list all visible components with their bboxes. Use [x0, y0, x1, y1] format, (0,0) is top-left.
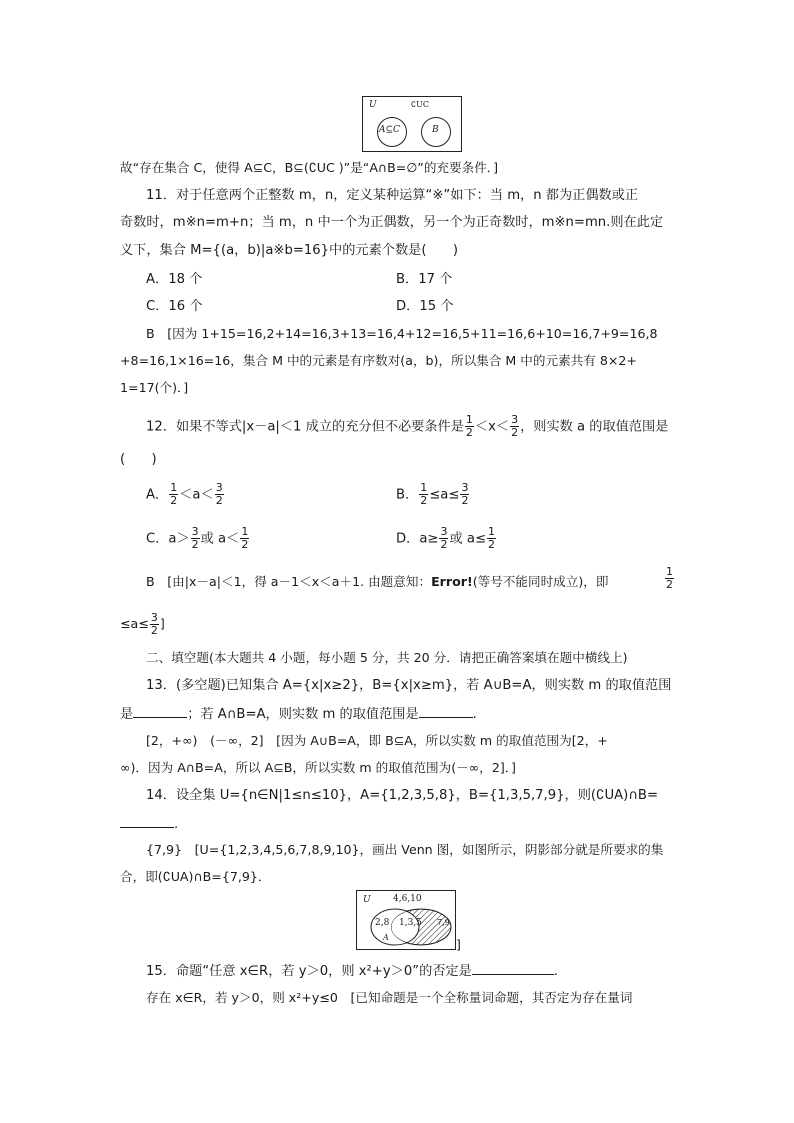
- q12-stem-b: ，则实数 a 的取值范围是: [520, 419, 669, 435]
- blank-field: [120, 813, 174, 828]
- q14-closing-bracket: ]: [456, 937, 461, 952]
- q12-answer-fraction: $\frac{1}{2}$: [666, 565, 673, 591]
- blank-field: [472, 960, 554, 975]
- q13-line1: 13．(多空题)已知集合 A={x|x≥2}，B={x|x≥m}，若 A∪B=A，则实数 m 的取值范围: [146, 678, 672, 693]
- venn1-c-label: ∁UC: [411, 100, 429, 109]
- venn1-circle-a-label: A⊆C: [379, 125, 400, 135]
- error-text: Error!: [431, 574, 473, 589]
- q11-option-b: B．17 个: [396, 272, 453, 287]
- q12-stem-mid: ＜x＜: [474, 419, 510, 435]
- q12-option-b: B． $\frac{1}{2}$ ≤a≤ $\frac{3}{2}$: [396, 481, 469, 507]
- q11-answer-line3: 1=17(个)．]: [120, 380, 189, 395]
- venn1-u-label: U: [369, 100, 377, 110]
- q13-line2: 是 ；若 A∩B=A，则实数 m 的取值范围是 .: [120, 703, 477, 725]
- venn-diagram-2: [356, 890, 456, 950]
- section-2-heading: 二、填空题(本大题共 4 小题，每小题 5 分，共 20 分．请把正确答案填在题中横线上): [146, 650, 628, 665]
- q12-option-c: C．a＞ $\frac{3}{2}$ 或 a＜ $\frac{1}{2}$: [146, 525, 249, 551]
- fraction-three-halves: $\frac{3}{2}$: [511, 413, 519, 439]
- venn2-extra: A: [383, 933, 389, 942]
- venn2-outside: 4,6,10: [393, 894, 422, 904]
- q15-line1: 15．命题“任意 x∈R，若 y＞0，则 x²+y＞0”的否定是 .: [146, 960, 558, 982]
- venn2-u-label: U: [363, 895, 371, 905]
- blank-field: [419, 703, 473, 718]
- q13-answer-line2: ∞)．因为 A∩B=A，所以 A⊆B，所以实数 m 的取值范围为(－∞，2]．]: [120, 760, 516, 775]
- q14-line1: 14．设全集 U={n∈N|1≤n≤10}，A={1,2,3,5,8}，B={1,3,5,7,9}，则(∁UA)∩B=: [146, 788, 659, 803]
- q15-answer-line1: 存在 x∈R，若 y＞0，则 x²+y≤0 [已知命题是一个全称量词命题，其否定为存在量词: [146, 990, 633, 1005]
- q11-line2: 奇数时，m※n=m+n；当 m，n 中一个为正偶数，另一个为正奇数时，m※n=mn.则在此定: [120, 215, 664, 230]
- q12-answer-line1: B [由|x－a|＜1，得 a－1＜x＜a＋1. 由题意知：Error!(等号不能同时成立)，即: [146, 574, 609, 589]
- q12-paren: ( ): [120, 452, 157, 467]
- q11-line3: 义下，集合 M={(a，b)|a※b=16}中的元素个数是( ): [120, 243, 459, 258]
- fraction-half: $\frac{1}{2}$: [465, 413, 473, 439]
- q11-option-c: C．16 个: [146, 299, 203, 314]
- venn2-both: 1,3,5: [399, 918, 422, 928]
- q14-answer-line2: 合，即(∁UA)∩B={7,9}．: [120, 869, 271, 884]
- venn-diagram-1: [362, 96, 462, 152]
- q13-answer-line1: [2，+∞) (－∞，2] [因为 A∪B=A，即 B⊆A，所以实数 m 的取值范围为[2，+: [146, 733, 608, 748]
- venn2-a-only: 2,8: [375, 918, 390, 928]
- venn1-circle-b-label: B: [432, 125, 439, 135]
- q11-answer-line2: +8=16,1×16=16，集合 M 中的元素是有序数对(a，b)，所以集合 M 中的元素共有 8×2+: [120, 353, 637, 368]
- q12-stem-a: 12．如果不等式|x－a|＜1 成立的充分但不必要条件是: [146, 419, 464, 435]
- q11-option-a: A．18 个: [146, 272, 203, 287]
- blank-field: [133, 703, 187, 718]
- q14-answer-line1: {7,9} [U={1,2,3,4,5,6,7,8,9,10}，画出 Venn 图，如图所示，阴影部分就是所要求的集: [146, 842, 664, 857]
- q12-answer-line2: ≤a≤ $\frac{3}{2}$ ]: [120, 611, 165, 637]
- venn2-b-only: 7,9: [437, 918, 450, 927]
- q12-option-d: D．a≥ $\frac{3}{2}$ 或 a≤ $\frac{1}{2}$: [396, 525, 495, 551]
- q12-stem: [146, 414, 668, 439]
- prev-conclusion: 故“存在集合 C，使得 A⊆C，B⊆(∁UC )”是“A∩B=∅”的充要条件．]: [120, 160, 499, 175]
- q11-answer-line1: B [因为 1+15=16,2+14=16,3+13=16,4+12=16,5+11=16,6+10=16,7+9=16,8: [146, 326, 658, 341]
- q12-option-a: A． $\frac{1}{2}$ ＜a＜ $\frac{3}{2}$: [146, 481, 223, 507]
- q14-line2: .: [120, 813, 178, 835]
- q11-line1: 11．对于任意两个正整数 m，n，定义某种运算“※”如下：当 m，n 都为正偶数或正: [146, 188, 639, 203]
- q11-option-d: D．15 个: [396, 299, 454, 314]
